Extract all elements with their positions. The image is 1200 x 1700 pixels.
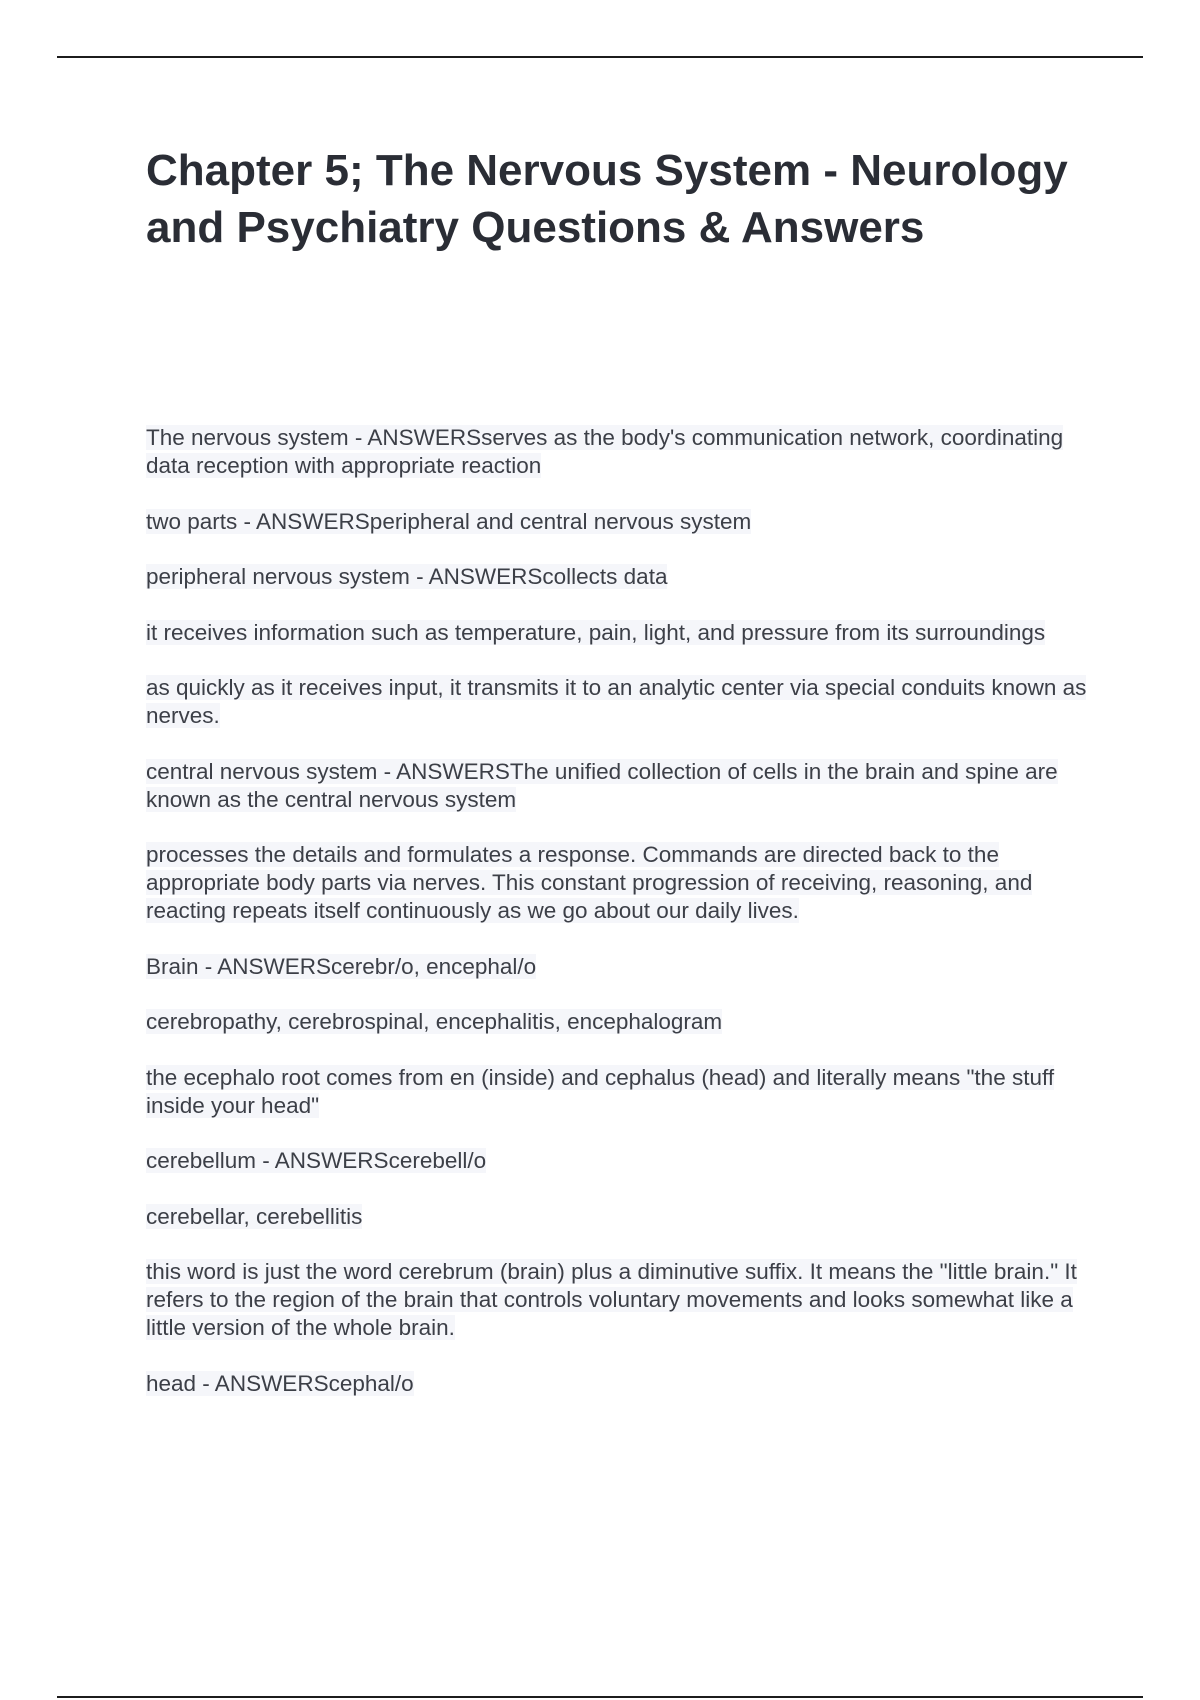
qa-paragraph xyxy=(146,1147,1106,1175)
qa-text: cerebellum - ANSWERScerebell/o xyxy=(146,1148,487,1173)
qa-paragraph xyxy=(146,1064,1106,1120)
qa-text: this word is just the word cerebrum (brain) plus a diminutive suffix. It means the "little brain." It refers to the region of the brain that controls voluntary movements and looks somewhat like a little version of the whole brain. xyxy=(146,1259,1077,1340)
qa-paragraph xyxy=(146,758,1106,814)
qa-paragraph xyxy=(146,1258,1106,1342)
qa-paragraph xyxy=(146,674,1106,730)
qa-paragraph xyxy=(146,953,1106,981)
qa-list xyxy=(146,424,1106,1425)
qa-paragraph xyxy=(146,841,1106,925)
qa-paragraph xyxy=(146,424,1106,480)
qa-text: two parts - ANSWERSperipheral and central nervous system xyxy=(146,508,752,534)
qa-text: it receives information such as temperature, pain, light, and pressure from its surroundings xyxy=(146,619,1046,645)
qa-paragraph xyxy=(146,619,1106,647)
qa-text: the ecephalo root comes from en (inside) and cephalus (head) and literally means "the stuff inside your head" xyxy=(146,1064,1055,1118)
qa-paragraph xyxy=(146,1008,1106,1036)
qa-text: The nervous system - ANSWERSserves as the body's communication network, coordinating data reception with appropriate reaction xyxy=(146,425,1064,478)
qa-text: cerebropathy, cerebrospinal, encephalitis, encephalogram xyxy=(146,1009,723,1034)
qa-text: Brain - ANSWERScerebr/o, encephal/o xyxy=(146,953,537,979)
qa-text: peripheral nervous system - ANSWERScollects data xyxy=(146,564,668,589)
qa-text: head - ANSWERScephal/o xyxy=(146,1370,414,1396)
top-rule xyxy=(57,56,1143,58)
bottom-rule xyxy=(57,1696,1143,1698)
qa-paragraph xyxy=(146,508,1106,536)
qa-text: cerebellar, cerebellitis xyxy=(146,1203,363,1229)
qa-paragraph xyxy=(146,1203,1106,1231)
qa-text: as quickly as it receives input, it transmits it to an analytic center via special conduits known as nerves. xyxy=(146,675,1087,728)
qa-paragraph xyxy=(146,1370,1106,1398)
qa-paragraph xyxy=(146,563,1106,591)
qa-text: processes the details and formulates a response. Commands are directed back to the appropriate body parts via nerves. This constant progression of receiving, reasoning, and reacting repeats itself continuously as we go about our daily lives. xyxy=(146,842,1033,923)
qa-text: central nervous system - ANSWERSThe unified collection of cells in the brain and spine are known as the central nervous system xyxy=(146,758,1058,812)
document-title: Chapter 5; The Nervous System - Neurology and Psychiatry Questions & Answers xyxy=(146,146,1068,252)
